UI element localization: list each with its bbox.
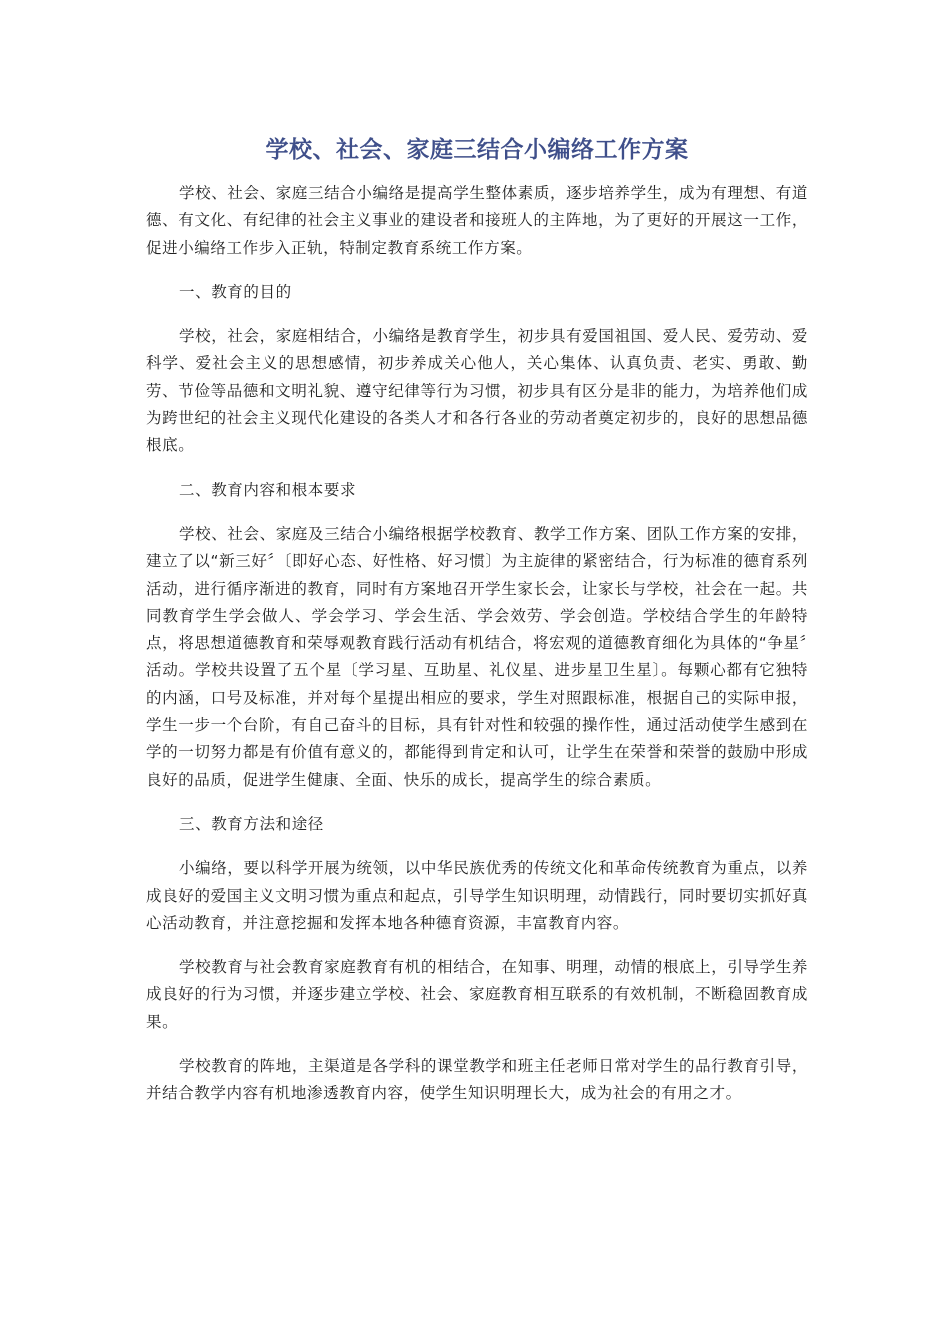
section-3-paragraph-1: 小编络，要以科学开展为统领，以中华民族优秀的传统文化和革命传统教育为重点，以养成良好的爱国主义文明习惯为重点和起点，引导学生知识明理，动情践行，同时要切实抓好真心活动教育，并注意挖掘和发挥本地各种德育资源，丰富教育内容。 — [146, 859, 808, 932]
section-2-paragraph-1: 学校、社会、家庭及三结合小编络根据学校教育、教学工作方案、团队工作方案的安排，建立了以“新三好〞〔即好心态、好性格、好习惯〕为主旋律的紧密结合，行为标准的德育系列活动，进行循序渐进的教育，同时有方案地召开学生家长会，让家长与学校，社会在一起。共同教育学生学会做人、学会学习、学会生活、学会效劳、学会创造。学校结合学生的年龄特点，将思想道德教育和荣辱观教育践行活动有机结合，将宏观的道德教育细化为具体的“争星〞活动。学校共设置了五个星〔学习星、互助星、礼仪星、进步星卫生星〕。每颗心都有它独特的内涵，口号及标准，并对每个星提出相应的要求，学生对照跟标准，根据自己的实际申报，学生一步一个台阶，有自己奋斗的目标，具有针对性和较强的操作性，通过活动使学生感到在学的一切努力都是有价值有意义的，都能得到肯定和认可，让学生在荣誉和荣誉的鼓励中形成良好的品质，促进学生健康、全面、快乐的成长，提高学生的综合素质。 — [146, 524, 808, 789]
section-2-heading: 二、教育内容和根本要求 — [179, 480, 357, 499]
intro-paragraph: 学校、社会、家庭三结合小编络是提高学生整体素质，逐步培养学生，成为有理想、有道德、有文化、有纪律的社会主义事业的建设者和接班人的主阵地，为了更好的开展这一工作，促进小编络工作步入正轨，特制定教育系统工作方案。 — [146, 184, 808, 257]
document-title: 学校、社会、家庭三结合小编络工作方案 — [265, 137, 689, 163]
section-3-paragraph-3: 学校教育的阵地，主渠道是各学科的课堂教学和班主任老师日常对学生的品行教育引导，并结合教学内容有机地渗透教育内容，使学生知识明理长大，成为社会的有用之才。 — [146, 1057, 808, 1103]
section-3-heading: 三、教育方法和途径 — [179, 814, 324, 833]
document-page — [146, 128, 808, 1125]
section-1-paragraph-1: 学校，社会，家庭相结合，小编络是教育学生，初步具有爱国祖国、爱人民、爱劳动、爱科学、爱社会主义的思想感情，初步养成关心他人，关心集体、认真负责、老实、勇敢、勤劳、节俭等品德和文明礼貌、遵守纪律等行为习惯，初步具有区分是非的能力，为培养他们成为跨世纪的社会主义现代化建设的各类人才和各行各业的劳动者奠定初步的，良好的思想品德根底。 — [146, 327, 808, 455]
section-3-paragraph-2: 学校教育与社会教育家庭教育有机的相结合，在知事、明理，动情的根底上，引导学生养成良好的行为习惯，并逐步建立学校、社会、家庭教育相互联系的有效机制，不断稳固教育成果。 — [146, 958, 808, 1031]
section-1-heading: 一、教育的目的 — [179, 282, 292, 301]
